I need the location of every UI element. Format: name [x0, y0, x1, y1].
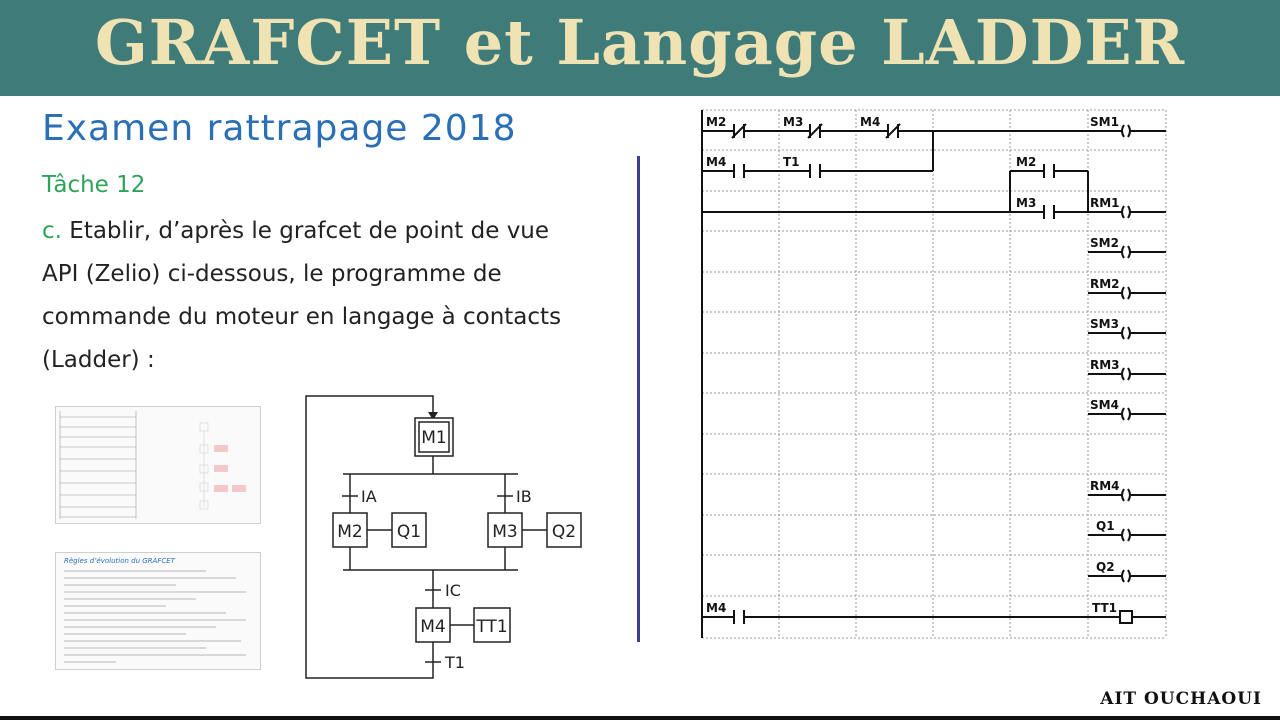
ladder-contact-m2-b: M2: [1016, 155, 1037, 169]
grafcet-initial-step: M1: [421, 428, 447, 448]
instruction-line-4: (Ladder) :: [42, 347, 155, 373]
grafcet-action-b: Q2: [551, 522, 577, 542]
ladder-coil-rm1: RM1: [1090, 196, 1120, 210]
ladder-thumbnail-graphic: [56, 407, 260, 523]
ladder-coil-sm2: SM2: [1090, 236, 1119, 250]
rules-thumbnail-lines: [56, 553, 260, 669]
instruction-line-2: API (Zelio) ci-dessous, le programme de: [42, 261, 502, 287]
instruction-line-3: commande du moteur en langage à contacts: [42, 304, 562, 330]
ladder-coil-tt1: TT1: [1092, 601, 1117, 615]
rules-thumbnail[interactable]: [55, 552, 261, 670]
ladder-diagram: [690, 104, 1170, 644]
ladder-thumbnail[interactable]: [55, 406, 261, 524]
instruction-prefix: c.: [42, 218, 62, 244]
ladder-coil-sm4: SM4: [1090, 398, 1119, 412]
instruction-text: [42, 210, 612, 382]
ladder-coil-rm3: RM3: [1090, 358, 1120, 372]
ladder-coil-rm2: RM2: [1090, 277, 1120, 291]
ladder-coil-q1: Q1: [1096, 519, 1115, 533]
bottom-border: [0, 716, 1280, 720]
ladder-contact-m3: M3: [783, 115, 804, 129]
grafcet-step-c: M4: [420, 617, 446, 637]
grafcet-diagram: [300, 390, 600, 685]
ladder-contact-m4-b: M4: [706, 155, 727, 169]
grafcet-action-a: Q1: [396, 522, 422, 542]
task-label: Tâche 12: [42, 172, 146, 198]
ladder-contact-m4: M4: [860, 115, 881, 129]
vertical-divider: [637, 156, 640, 642]
grafcet-transition-ib: IB: [516, 487, 532, 506]
ladder-coil-q2: Q2: [1096, 560, 1115, 574]
author-signature: AIT OUCHAOUI: [1100, 689, 1262, 709]
rules-thumbnail-title: Règles d’évolution du GRAFCET: [64, 557, 175, 565]
instruction-line-1-text: Etablir, d’après le grafcet de point de vue: [69, 218, 550, 244]
ladder-coil-sm1: SM1: [1090, 115, 1119, 129]
ladder-contact-m2: M2: [706, 115, 727, 129]
ladder-contact-m4-c: M4: [706, 601, 727, 615]
exam-title: Examen rattrapage 2018: [42, 108, 517, 149]
ladder-coil-sm3: SM3: [1090, 317, 1119, 331]
grafcet-step-b: M3: [492, 522, 518, 542]
grafcet-step-a: M2: [337, 522, 363, 542]
ladder-coil-rm4: RM4: [1090, 479, 1120, 493]
ladder-contact-t1: T1: [783, 155, 800, 169]
grafcet-action-c: TT1: [476, 617, 508, 637]
grafcet-transition-ia: IA: [361, 487, 377, 506]
instruction-line-1: [42, 210, 612, 253]
grafcet-transition-t1: T1: [445, 653, 465, 672]
grafcet-transition-ic: IC: [445, 581, 461, 600]
ladder-contact-m3-b: M3: [1016, 196, 1037, 210]
header-banner: [0, 0, 1280, 96]
page-title: GRAFCET et Langage LADDER: [94, 6, 1186, 79]
